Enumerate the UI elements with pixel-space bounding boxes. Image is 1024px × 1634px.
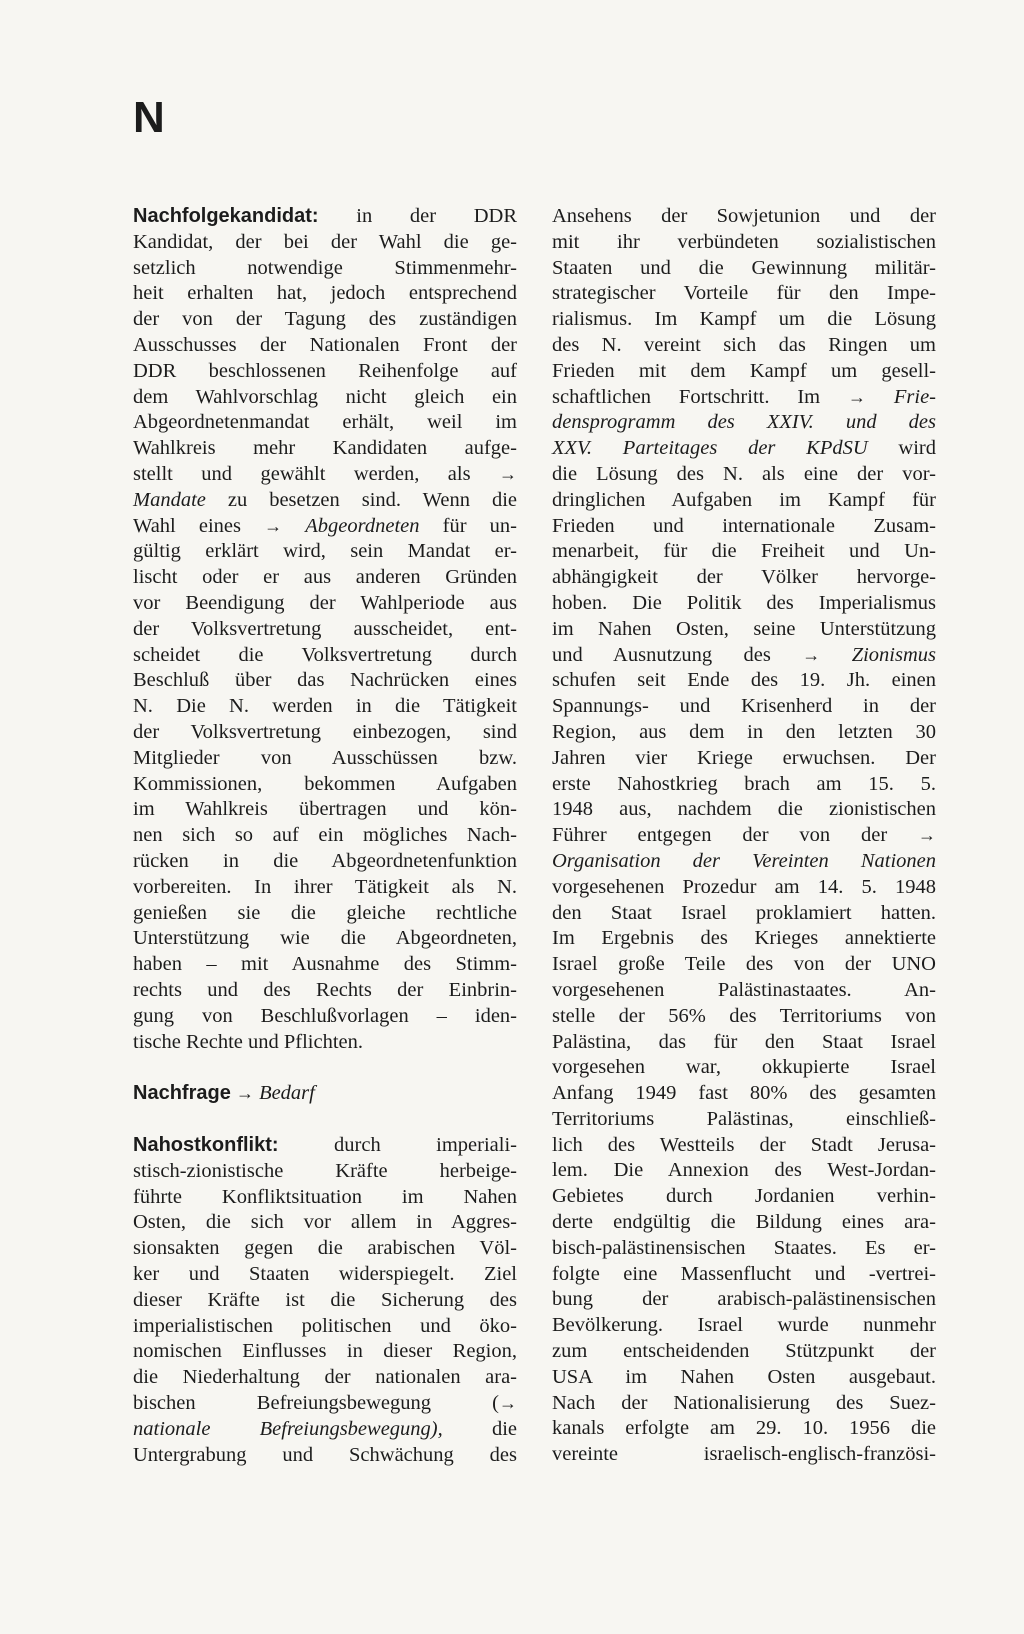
- text-line: [552, 1313, 936, 1339]
- text-segment: nen sich so auf ein mögliches Nach-: [133, 824, 517, 847]
- text-line: [552, 1055, 936, 1081]
- text-segment: vor Beendigung der Wahlperiode aus: [133, 591, 517, 614]
- text-segment: scheidet die Volksvertretung durch: [133, 643, 517, 666]
- text-segment: ker und Staaten widerspiegelt. Ziel: [133, 1263, 517, 1286]
- text-line: [133, 952, 517, 978]
- cross-reference: nationale Befreiungsbewegung),: [133, 1417, 443, 1440]
- entry-term: Nachfrage: [133, 1082, 231, 1105]
- text-segment: der Volksvertretung einbezogen, sind: [133, 720, 517, 743]
- text-segment: Ansehens der Sowjetunion und der: [552, 205, 936, 227]
- text-line: [552, 668, 936, 694]
- text-line: [552, 1030, 936, 1056]
- text-segment: rechts und des Rechts der Einbrin-: [133, 978, 517, 1001]
- text-line: [552, 1416, 936, 1442]
- text-line: [552, 488, 936, 514]
- dictionary-entry: [133, 1081, 517, 1107]
- entry-spacer: [133, 1107, 517, 1133]
- text-segment: lischt oder er aus anderen Gründen: [133, 566, 517, 589]
- text-line: [133, 1417, 517, 1443]
- text-line: [133, 746, 517, 772]
- text-segment: 1948 aus, nachdem die zionistischen: [552, 798, 936, 821]
- text-segment: und Ausnutzung des: [552, 643, 803, 666]
- text-line: [133, 1210, 517, 1236]
- text-segment: strategischer Vorteile für den Impe-: [552, 282, 936, 305]
- text-segment: Wahl eines: [133, 514, 265, 537]
- text-segment: zum entscheidenden Stützpunkt der: [552, 1340, 936, 1363]
- entry-term: Nahostkonflikt:: [133, 1134, 279, 1157]
- text-line: [133, 1365, 517, 1391]
- text-line: [552, 1107, 936, 1133]
- text-line: [133, 1004, 517, 1030]
- text-segment: bischen Befreiungsbewegung (: [133, 1392, 499, 1415]
- cross-reference: Mandate: [133, 488, 206, 511]
- text-segment: gung von Beschlußvorlagen – iden-: [133, 1004, 517, 1027]
- text-line: [552, 1081, 936, 1107]
- text-line: [133, 849, 517, 875]
- text-line: [552, 204, 936, 230]
- text-segment: heit erhalten hat, jedoch entsprechend: [133, 282, 517, 305]
- text-line: [133, 462, 517, 488]
- text-line: [133, 333, 517, 359]
- dictionary-entry: [133, 1133, 517, 1468]
- text-line: [552, 978, 936, 1004]
- text-segment: Bevölkerung. Israel wurde nunmehr: [552, 1314, 936, 1337]
- text-segment: der Volksvertretung ausscheidet, ent-: [133, 617, 517, 640]
- text-segment: Wahlkreis mehr Kandidaten aufge-: [133, 437, 517, 460]
- text-line: [552, 436, 936, 462]
- text-line: [552, 720, 936, 746]
- entry-spacer: [133, 1055, 517, 1081]
- text-line: [552, 514, 936, 540]
- arrow-icon: →: [235, 1083, 254, 1104]
- text-line: [552, 1339, 936, 1365]
- text-segment: durch imperiali-: [278, 1134, 517, 1157]
- text-line: [133, 256, 517, 282]
- text-line: [133, 1133, 517, 1159]
- text-line: [133, 410, 517, 436]
- text-line: [552, 901, 936, 927]
- text-line: [133, 797, 517, 823]
- text-line: [552, 1236, 936, 1262]
- text-line: [552, 875, 936, 901]
- text-segment: Anfang 1949 fast 80% des gesamten: [552, 1082, 936, 1105]
- text-segment: Palästina, das für den Staat Israel: [552, 1030, 936, 1053]
- text-line: [552, 410, 936, 436]
- text-segment: Jahren vier Kriege erwuchsen. Der: [552, 746, 936, 769]
- text-line: [552, 1158, 936, 1184]
- entry-term: Nachfolgekandidat:: [133, 205, 319, 227]
- text-segment: sionsakten gegen die arabischen Völ-: [133, 1237, 517, 1260]
- text-segment: [282, 515, 305, 537]
- text-line: [552, 307, 936, 333]
- text-segment: menarbeit, für die Freiheit und Un-: [552, 540, 936, 563]
- text-segment: Staaten und die Gewinnung militär-: [552, 256, 936, 279]
- text-line: [552, 539, 936, 565]
- text-segment: zu besetzen sind. Wenn die: [205, 488, 517, 511]
- text-segment: gültig erklärt wird, sein Mandat er-: [133, 540, 517, 563]
- text-segment: Gebietes durch Jordanien verhin-: [552, 1185, 936, 1208]
- text-line: [133, 488, 517, 514]
- text-segment: Nach der Nationalisierung des Suez-: [552, 1391, 936, 1414]
- text-line: [133, 772, 517, 798]
- text-segment: schufen seit Ende des 19. Jh. einen: [552, 669, 936, 692]
- text-line: [552, 1184, 936, 1210]
- text-line: [552, 281, 936, 307]
- text-line: [552, 952, 936, 978]
- text-line: [133, 385, 517, 411]
- text-line: [552, 1133, 936, 1159]
- text-line: [552, 797, 936, 823]
- right-column: [552, 204, 936, 1468]
- text-segment: Frieden und internationale Zusam-: [552, 514, 936, 537]
- text-segment: Kandidat, der bei der Wahl die ge-: [133, 230, 517, 253]
- text-line: [133, 694, 517, 720]
- text-line: [133, 1339, 517, 1365]
- text-line: [133, 978, 517, 1004]
- text-segment: genießen sie die gleiche rechtliche: [133, 901, 517, 924]
- text-segment: in der DDR: [318, 205, 517, 227]
- text-segment: Mitglieder von Ausschüssen bzw.: [133, 746, 517, 769]
- text-line: [133, 1236, 517, 1262]
- text-line: [133, 307, 517, 333]
- text-segment: abhängigkeit der Völker hervorge-: [552, 566, 936, 589]
- text-segment: vereinte israelisch-englisch-französi-: [552, 1443, 936, 1466]
- text-segment: Abgeordnetenmandat erhält, weil im: [133, 411, 517, 434]
- text-segment: dem Wahlvorschlag nicht gleich ein: [133, 385, 517, 408]
- text-line: [552, 1004, 936, 1030]
- text-segment: folgte eine Massenflucht und -vertrei-: [552, 1262, 936, 1285]
- text-segment: stisch-zionistische Kräfte herbeige-: [133, 1159, 517, 1182]
- text-segment: Beschluß über das Nachrücken eines: [133, 669, 517, 692]
- text-line: [133, 1262, 517, 1288]
- text-line: [133, 1391, 517, 1417]
- text-segment: schaftlichen Fortschritt. Im: [552, 385, 848, 408]
- text-segment: Israel große Teile des von der UNO: [552, 953, 936, 976]
- text-line: [552, 565, 936, 591]
- text-segment: kanals erfolgte am 29. 10. 1956 die: [552, 1417, 936, 1440]
- arrow-icon: →: [499, 463, 517, 484]
- text-line: [133, 565, 517, 591]
- cross-reference: Abgeordneten: [305, 514, 420, 537]
- text-segment: vorgesehenen Palästinastaates. An-: [552, 978, 936, 1001]
- text-line: [133, 230, 517, 256]
- text-segment: stelle der 56% des Territoriums von: [552, 1004, 936, 1027]
- text-segment: [866, 386, 894, 408]
- text-line: [552, 746, 936, 772]
- text-segment: Untergrabung und Schwächung des: [133, 1443, 517, 1466]
- text-line: [133, 1443, 517, 1469]
- text-segment: tische Rechte und Pflichten.: [133, 1030, 363, 1053]
- text-segment: erste Nahostkrieg brach am 15. 5.: [552, 772, 936, 795]
- text-segment: DDR beschlossenen Reihenfolge auf: [133, 359, 517, 382]
- text-line: [133, 823, 517, 849]
- text-segment: lich des Westteils der Stadt Jerusa-: [552, 1133, 936, 1156]
- text-line: [133, 617, 517, 643]
- arrow-icon: →: [264, 515, 283, 536]
- text-segment: Ausschusses der Nationalen Front der: [133, 333, 517, 356]
- text-line: [552, 462, 936, 488]
- cross-reference: Organisation der Vereinten Nationen: [552, 849, 936, 872]
- text-segment: des N. vereint sich das Ringen um: [552, 333, 936, 356]
- text-segment: vorgesehen war, okkupierte Israel: [552, 1056, 936, 1079]
- text-line: [552, 1391, 936, 1417]
- text-segment: Führer entgegen der von der: [552, 824, 918, 847]
- text-segment: für un-: [419, 514, 518, 537]
- cross-reference: XXV. Parteitages der KPdSU: [552, 437, 868, 460]
- cross-reference: Zionismus: [851, 643, 936, 666]
- text-line: [552, 591, 936, 617]
- text-segment: Spannungs- und Krisenherd in der: [552, 695, 936, 718]
- text-segment: bung der arabisch-palästinensischen: [552, 1288, 936, 1311]
- text-segment: rialismus. Im Kampf um die Lösung: [552, 308, 936, 331]
- text-segment: setzlich notwendige Stimmenmehr-: [133, 256, 517, 279]
- arrow-icon: →: [918, 825, 936, 846]
- text-line: [133, 539, 517, 565]
- text-segment: die Niederhaltung der nationalen ara-: [133, 1366, 517, 1389]
- text-line: [552, 772, 936, 798]
- text-line: [133, 281, 517, 307]
- text-line: [133, 436, 517, 462]
- text-line: [552, 1210, 936, 1236]
- text-segment: die Lösung des N. als eine der vor-: [552, 462, 936, 485]
- text-segment: vorgesehenen Prozedur am 14. 5. 1948: [552, 875, 936, 898]
- arrow-icon: →: [802, 644, 821, 665]
- text-segment: haben – mit Ausnahme des Stimm-: [133, 953, 517, 976]
- text-segment: im Wahlkreis übertragen und kön-: [133, 798, 517, 821]
- arrow-icon: →: [499, 1393, 517, 1414]
- text-line: [552, 617, 936, 643]
- text-segment: [820, 644, 851, 666]
- text-segment: lem. Die Annexion des West-Jordan-: [552, 1159, 936, 1182]
- text-segment: imperialistischen politischen und öko-: [133, 1314, 517, 1337]
- text-line: [133, 1159, 517, 1185]
- text-line: [552, 230, 936, 256]
- dictionary-entry: [133, 204, 517, 1055]
- cross-reference: Bedarf: [259, 1082, 315, 1105]
- text-line: [552, 1365, 936, 1391]
- text-segment: führte Konfliktsituation im Nahen: [133, 1185, 517, 1208]
- text-line: [552, 333, 936, 359]
- text-line: [552, 643, 936, 669]
- text-line: [133, 1030, 517, 1056]
- cross-reference: Frie-: [893, 385, 936, 408]
- text-line: [133, 1185, 517, 1211]
- text-segment: Frieden mit dem Kampf um gesell-: [552, 359, 936, 382]
- text-line: [133, 1288, 517, 1314]
- arrow-icon: →: [847, 386, 866, 407]
- text-line: [552, 694, 936, 720]
- text-line: [133, 591, 517, 617]
- text-segment: Kommissionen, bekommen Aufgaben: [133, 772, 517, 795]
- text-line: [552, 926, 936, 952]
- text-line: [552, 1287, 936, 1313]
- text-segment: mit ihr verbündeten sozialistischen: [552, 230, 936, 253]
- text-segment: der von der Tagung des zuständigen: [133, 308, 517, 331]
- text-segment: bisch-palästinensischen Staates. Es er-: [552, 1236, 936, 1259]
- text-segment: nomischen Einflusses in dieser Region,: [133, 1340, 517, 1363]
- text-segment: dieser Kräfte ist die Sicherung des: [133, 1288, 517, 1311]
- text-segment: stellt und gewählt werden, als: [133, 462, 499, 485]
- text-line: [552, 359, 936, 385]
- text-line: [133, 901, 517, 927]
- text-segment: rücken in die Abgeordnetenfunktion: [133, 849, 517, 872]
- text-segment: Osten, die sich vor allem in Aggres-: [133, 1211, 517, 1234]
- text-segment: den Staat Israel proklamiert hatten.: [552, 901, 936, 924]
- text-line: [133, 668, 517, 694]
- text-line: [133, 643, 517, 669]
- text-segment: derte endgültig die Bildung eines ara-: [552, 1211, 936, 1234]
- text-segment: im Nahen Osten, seine Unterstützung: [552, 617, 936, 640]
- text-segment: N. Die N. werden in die Tätigkeit: [133, 695, 517, 718]
- text-line: [133, 359, 517, 385]
- text-line: [552, 1262, 936, 1288]
- text-segment: vorbereiten. In ihrer Tätigkeit als N.: [133, 875, 517, 898]
- text-line: [552, 849, 936, 875]
- left-column: [133, 204, 517, 1468]
- text-line: [133, 1314, 517, 1340]
- text-segment: Im Ergebnis des Krieges annektierte: [552, 927, 936, 950]
- cross-reference: densprogramm des XXIV. und des: [552, 411, 936, 434]
- text-line: [552, 385, 936, 411]
- text-segment: hoben. Die Politik des Imperialismus: [552, 591, 936, 614]
- text-segment: dringlichen Aufgaben im Kampf für: [552, 488, 936, 511]
- text-line: [133, 204, 517, 230]
- text-segment: die: [442, 1417, 517, 1440]
- text-line: [133, 875, 517, 901]
- text-line: [552, 256, 936, 282]
- text-line: [552, 823, 936, 849]
- text-segment: USA im Nahen Osten ausgebaut.: [552, 1365, 936, 1388]
- text-segment: wird: [867, 437, 937, 460]
- text-segment: Unterstützung wie die Abgeordneten,: [133, 927, 517, 950]
- text-line: [133, 1081, 517, 1107]
- text-segment: Territoriums Palästinas, einschließ-: [552, 1107, 936, 1130]
- text-line: [552, 1442, 936, 1468]
- text-line: [133, 514, 517, 540]
- text-line: [133, 926, 517, 952]
- text-segment: Region, aus dem in den letzten 30: [552, 720, 936, 743]
- section-letter: N: [133, 93, 165, 142]
- text-line: [133, 720, 517, 746]
